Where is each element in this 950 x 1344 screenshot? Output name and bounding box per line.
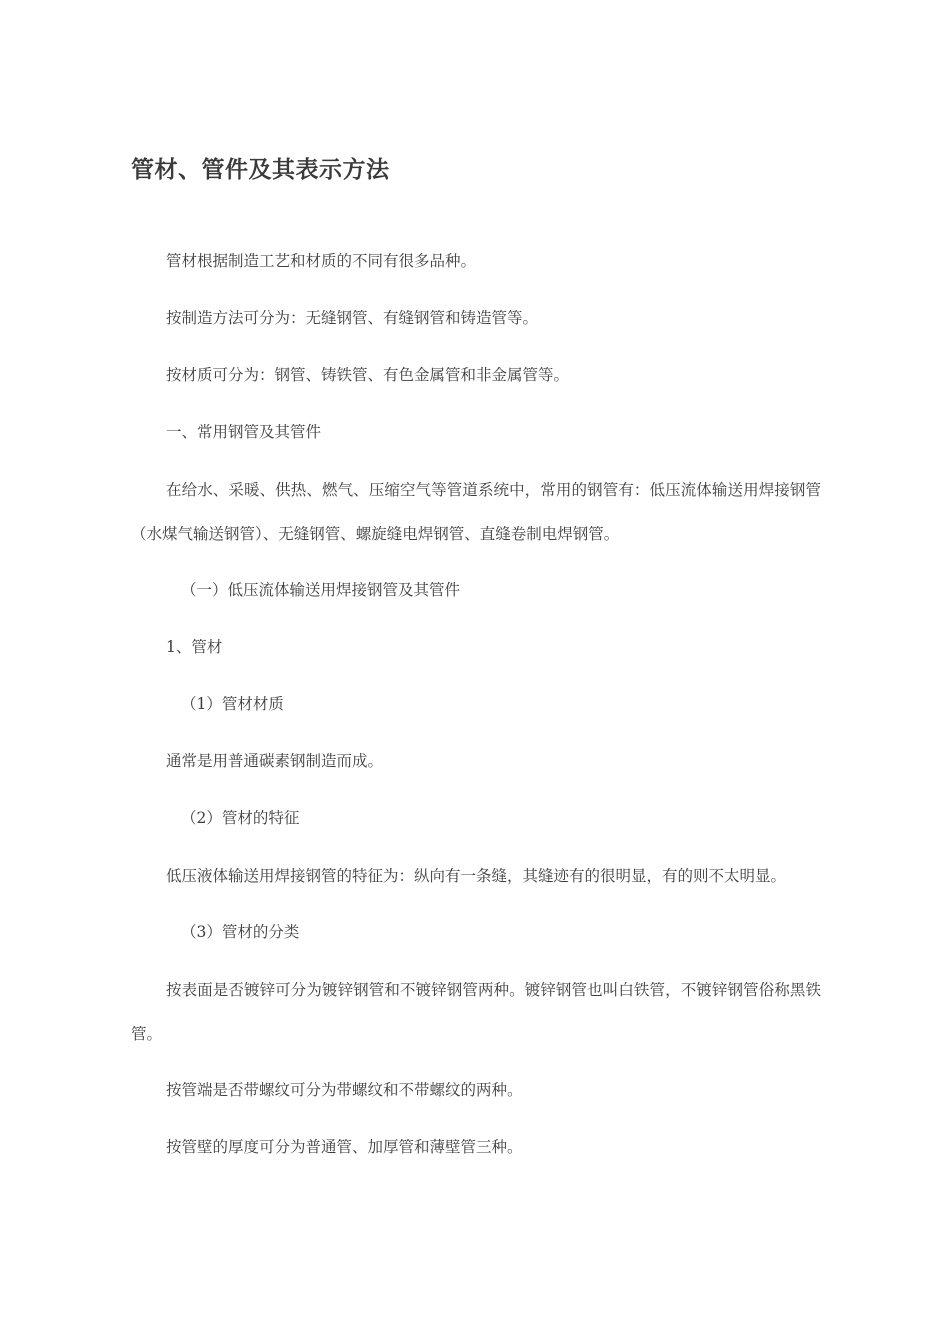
paragraph-threaded: 按管端是否带螺纹可分为带螺纹和不带螺纹的两种。: [166, 1081, 523, 1099]
paragraph-material: 通常是用普通碳素钢制造而成。: [166, 752, 384, 770]
title-spacer: [131, 190, 821, 233]
paragraph-common-steel-pipes: 在给水、采暖、供热、燃气、压缩空气等管道系统中，常用的钢管有：低压流体输送用焊接钢管（水煤气输送钢管）、无缝钢管、螺旋缝电焊钢管、直缝卷制电焊钢管。: [131, 481, 821, 543]
document-title: 管材、管件及其表示方法: [131, 157, 390, 183]
subsection-heading-welded-pipe: （一）低压流体输送用焊接钢管及其管件: [181, 581, 461, 599]
paragraph-galvanized: 按表面是否镀锌可分为镀锌钢管和不镀锌钢管两种。镀锌钢管也叫白铁管，不镀锌钢管俗称黑铁管。: [131, 981, 821, 1043]
document-body: [131, 150, 821, 1176]
subitem-heading-classification: （3）管材的分类: [181, 923, 300, 941]
paragraph-wall-thickness: 按管壁的厚度可分为普通管、加厚管和薄壁管三种。: [166, 1138, 523, 1156]
paragraph-by-material: 按材质可分为：钢管、铸铁管、有色金属管和非金属管等。: [166, 366, 570, 384]
section-heading-common-steel-pipes: 一、常用钢管及其管件: [166, 423, 322, 441]
paragraph-by-method: 按制造方法可分为：无缝钢管、有缝钢管和铸造管等。: [166, 309, 539, 327]
paragraph-features: 低压液体输送用焊接钢管的特征为：纵向有一条缝，其缝迹有的很明显，有的则不太明显。: [166, 867, 787, 885]
subitem-heading-features: （2）管材的特征: [181, 809, 300, 827]
subitem-heading-material: （1）管材材质: [181, 695, 284, 713]
paragraph-intro: 管材根据制造工艺和材质的不同有很多品种。: [166, 252, 477, 270]
item-heading-pipe: 1、管材: [166, 638, 223, 656]
